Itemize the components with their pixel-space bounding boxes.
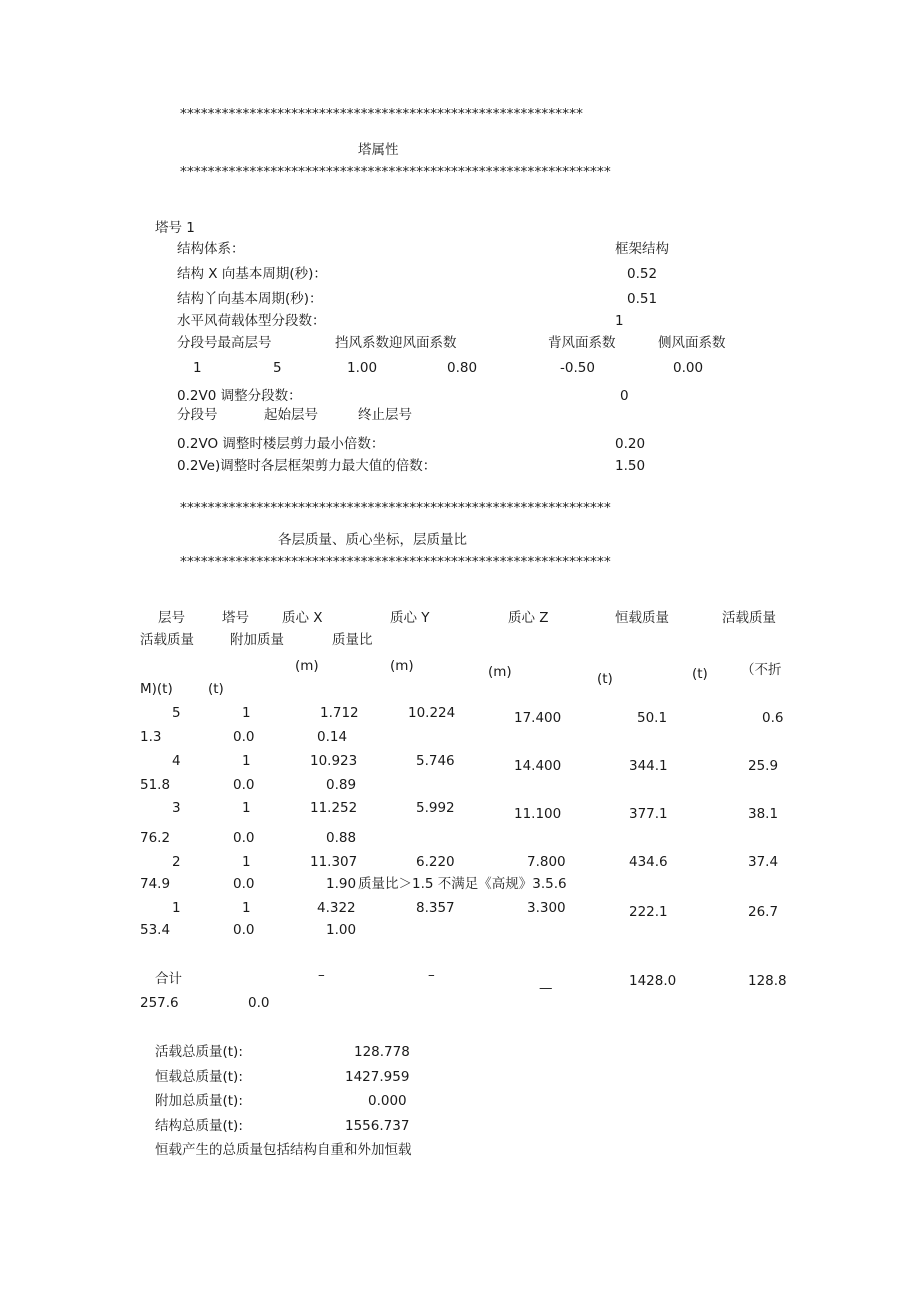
table-cell: 4.322	[317, 900, 356, 916]
col-header-cz: 质心 Z	[508, 610, 549, 626]
summary-note: 恒载产生的总质量包括结构自重和外加恒载	[155, 1142, 412, 1158]
table-cell: 10.923	[310, 753, 358, 769]
summary-label: 活载总质量(t):	[155, 1044, 243, 1060]
unit-label: M)(t)	[140, 681, 173, 697]
unit-label: (m)	[390, 658, 414, 674]
unit-label: (t)	[692, 666, 708, 682]
table-cell: 50.1	[637, 710, 668, 726]
col-header-dead: 恒载质量	[615, 610, 669, 626]
table-cell: 1	[242, 705, 251, 721]
table-cell: 38.1	[748, 806, 779, 822]
separator-stars: **************************************************************	[180, 554, 611, 570]
wind-header: 侧风面系数	[658, 335, 726, 351]
col-header-cx: 质心 X	[282, 610, 323, 626]
table-cell: 0.0	[233, 922, 255, 938]
separator-stars: **************************************************************	[180, 164, 611, 180]
wind-header: 挡风系数迎风面系数	[335, 335, 457, 351]
table-cell: 1.90	[326, 876, 357, 892]
v0-count-value: 0	[620, 388, 629, 404]
prop-value: 1	[615, 313, 624, 329]
summary-value: 1556.737	[345, 1118, 410, 1134]
summary-label: 附加总质量(t):	[155, 1093, 243, 1109]
table-cell: 6.220	[416, 854, 455, 870]
col-header-extra: 附加质量	[230, 632, 284, 648]
unit-label: (t)	[597, 671, 613, 687]
wind-header: 分段号最高层号	[177, 335, 272, 351]
summary-value: 0.000	[368, 1093, 407, 1109]
wind-value: 0.80	[447, 360, 478, 376]
table-cell: 10.224	[408, 705, 456, 721]
table-cell: 0.88	[326, 830, 357, 846]
table-cell: 11.307	[310, 854, 358, 870]
table-cell: 0.0	[233, 876, 255, 892]
total-live: 128.8	[748, 973, 787, 989]
v0-header: 起始层号	[264, 407, 318, 423]
v0-min-value: 0.20	[615, 436, 646, 452]
table-row-floor: 3	[172, 800, 181, 816]
table-cell: 0.6	[762, 710, 784, 726]
table-cell: 17.400	[514, 710, 562, 726]
table-cell: 76.2	[140, 830, 171, 846]
table-cell: 37.4	[748, 854, 779, 870]
table-cell: 51.8	[140, 777, 171, 793]
summary-value: 128.778	[354, 1044, 410, 1060]
table-cell: 0.89	[326, 777, 357, 793]
table-cell: 74.9	[140, 876, 171, 892]
wind-value: 1.00	[347, 360, 378, 376]
table-cell: 5.746	[416, 753, 455, 769]
table-cell: 1	[242, 854, 251, 870]
v0-max-label: 0.2Ve)调整时各层框架剪力最大值的倍数：	[177, 458, 437, 474]
table-cell: 1.00	[326, 922, 357, 938]
table-cell: 434.6	[629, 854, 668, 870]
table-cell: 1.712	[320, 705, 359, 721]
prop-value: 0.51	[627, 291, 658, 307]
col-header-floor: 层号	[158, 610, 185, 626]
prop-label: 结构丫向基本周期(秒)：	[177, 291, 323, 307]
table-cell: 0.0	[233, 729, 255, 745]
prop-value: 框架结构	[615, 241, 669, 257]
wind-value: -0.50	[560, 360, 595, 376]
table-cell: 11.252	[310, 800, 358, 816]
wind-value: 0.00	[673, 360, 704, 376]
summary-label: 结构总质量(t):	[155, 1118, 243, 1134]
v0-header: 分段号	[177, 407, 218, 423]
table-row-floor: 4	[172, 753, 181, 769]
separator-stars: **********************************************************	[180, 106, 584, 122]
table-cell: 14.400	[514, 758, 562, 774]
table-cell: 1	[242, 900, 251, 916]
table-cell: 1.3	[140, 729, 162, 745]
v0-max-value: 1.50	[615, 458, 646, 474]
table-row-floor: 5	[172, 705, 181, 721]
col-header-live: 活载质量	[722, 610, 776, 626]
table-cell: 0.0	[233, 777, 255, 793]
table-cell: 7.800	[527, 854, 566, 870]
col-header-cy: 质心 Y	[390, 610, 430, 626]
unit-label: (t)	[208, 681, 224, 697]
wind-value: 5	[273, 360, 282, 376]
col-header-live2: 活载质量	[140, 632, 194, 648]
total-live2: 257.6	[140, 995, 179, 1011]
total-dead: 1428.0	[629, 973, 677, 989]
v0-count-label: 0.2V0 调整分段数：	[177, 388, 302, 404]
table-cell: 11.100	[514, 806, 562, 822]
table-row-floor: 1	[172, 900, 181, 916]
unit-label: (m)	[488, 664, 512, 680]
table-cell: 0.0	[233, 830, 255, 846]
table-cell: 222.1	[629, 904, 668, 920]
total-label: 合计	[155, 971, 182, 987]
prop-label: 结构 X 向基本周期(秒)：	[177, 266, 327, 282]
total-extra: 0.0	[248, 995, 270, 1011]
v0-min-label: 0.2VO 调整时楼层剪力最小倍数：	[177, 436, 385, 452]
table-cell: 344.1	[629, 758, 668, 774]
table-cell: 1	[242, 753, 251, 769]
prop-label: 结构体系：	[177, 241, 245, 257]
summary-value: 1427.959	[345, 1069, 410, 1085]
table-row-floor: 2	[172, 854, 181, 870]
table-cell: 5.992	[416, 800, 455, 816]
section-title-mass: 各层质量、质心坐标，层质量比	[278, 532, 467, 548]
col-header-ratio: 质量比	[332, 632, 373, 648]
separator-stars: **************************************************************	[180, 500, 611, 516]
table-cell: 26.7	[748, 904, 779, 920]
table-cell: 3.300	[527, 900, 566, 916]
prop-label: 水平风荷载体型分段数：	[177, 313, 326, 329]
mass-ratio-warning: 质量比＞1.5 不满足《高规》3.5.6	[358, 876, 567, 892]
wind-header: 背风面系数	[548, 335, 616, 351]
col-header-tower: 塔号	[222, 610, 249, 626]
unit-label: (m)	[295, 658, 319, 674]
table-cell: 8.357	[416, 900, 455, 916]
table-cell: –	[428, 967, 435, 983]
table-cell: 25.9	[748, 758, 779, 774]
table-cell: —	[539, 980, 553, 996]
table-cell: 0.14	[317, 729, 348, 745]
wind-value: 1	[193, 360, 202, 376]
unit-label: （不折	[741, 662, 782, 678]
table-cell: 377.1	[629, 806, 668, 822]
table-cell: 1	[242, 800, 251, 816]
section-title-tower: 塔属性	[358, 142, 399, 158]
tower-label: 塔号 1	[155, 220, 195, 236]
table-cell: –	[318, 967, 325, 983]
table-cell: 53.4	[140, 922, 171, 938]
prop-value: 0.52	[627, 266, 658, 282]
summary-label: 恒载总质量(t):	[155, 1069, 243, 1085]
v0-header: 终止层号	[358, 407, 412, 423]
